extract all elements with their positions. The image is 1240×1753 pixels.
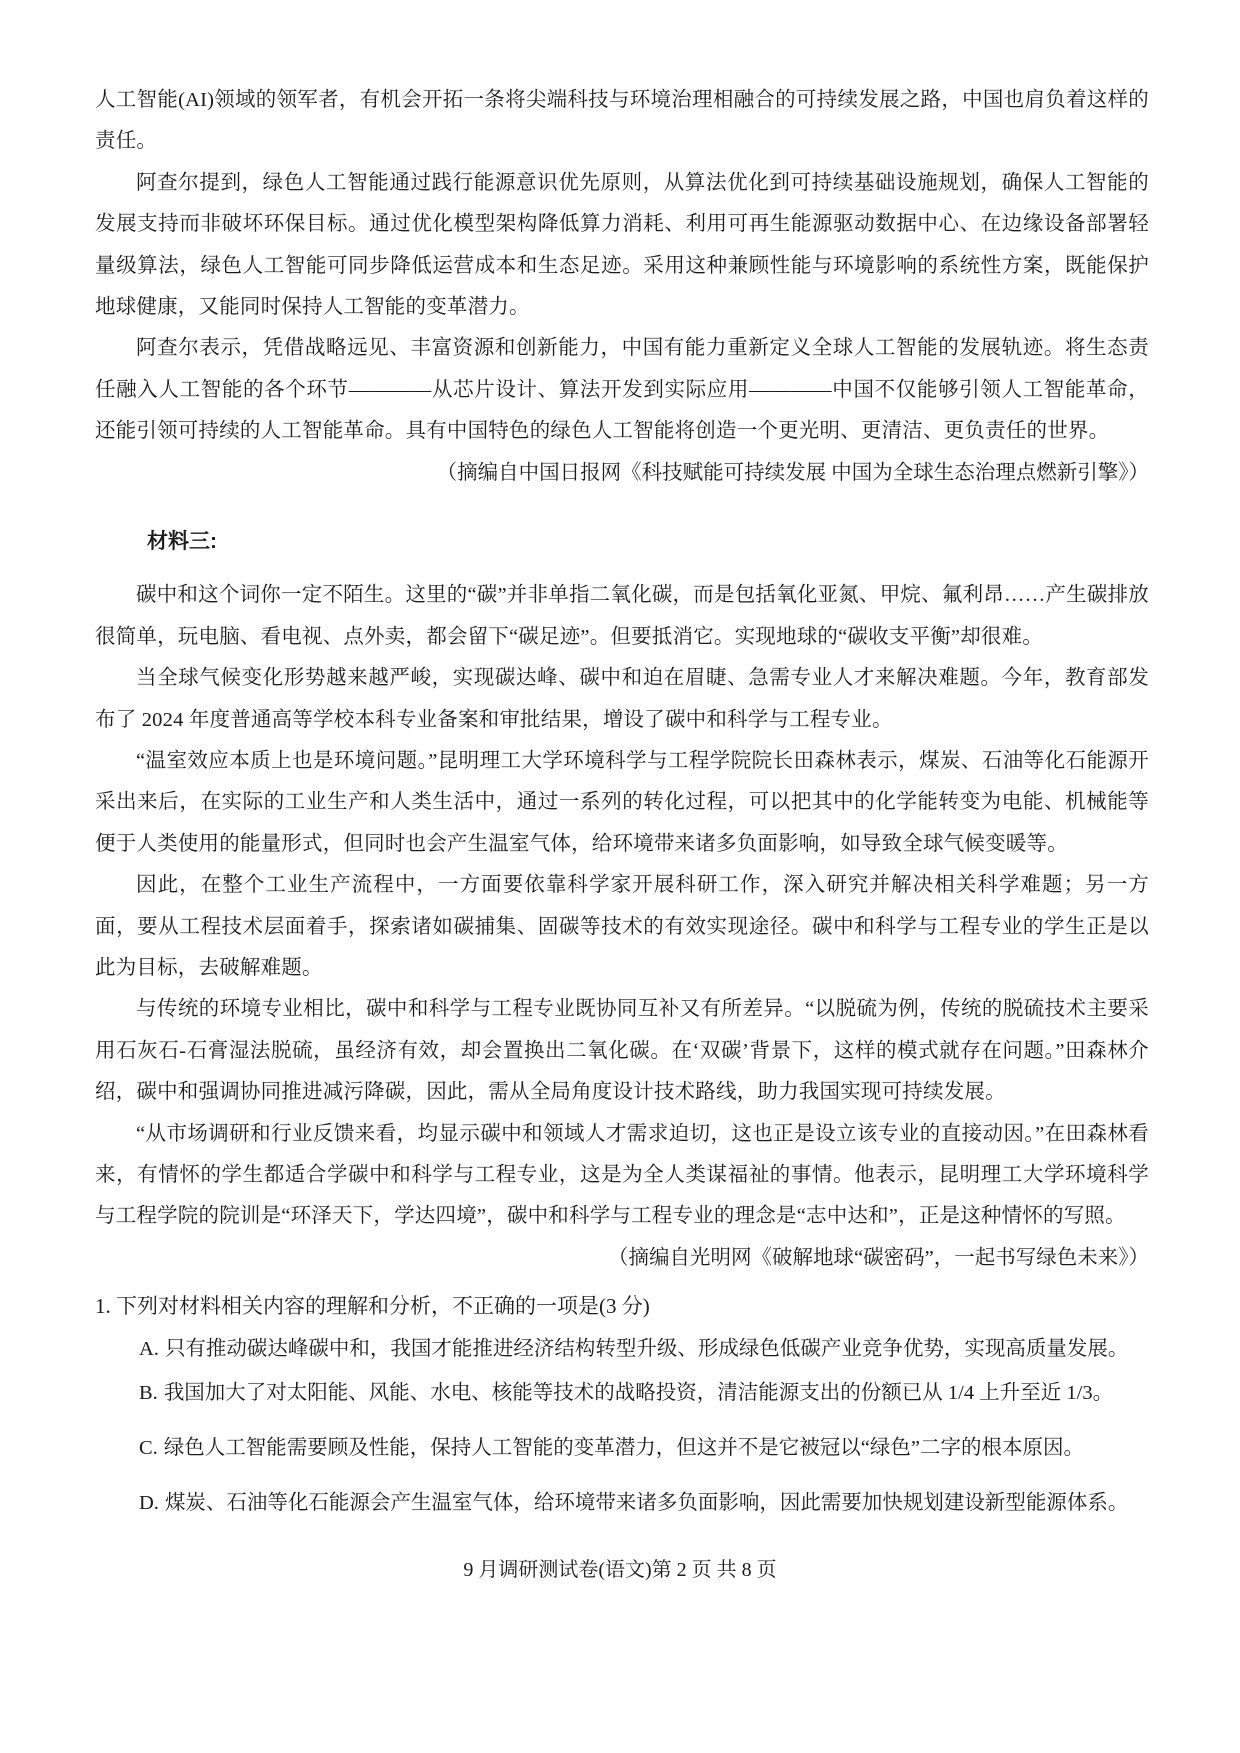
material3-paragraph-1: 碳中和这个词你一定不陌生。这里的“碳”并非单指二氧化碳，而是包括氧化亚氮、甲烷、氟利昂……产生碳排放很简单，玩电脑、看电视、点外卖，都会留下“碳足迹”。但要抵消它。实现地球的“碳收支平衡”却很难。: [95, 584, 1149, 648]
option-d-text: 煤炭、石油等化石能源会产生温室气体，给环境带来诸多负面影响，因此需要加快规划建设新型能源体系。: [164, 1492, 1129, 1515]
question-1-option-b: [139, 1373, 1149, 1414]
material3-source-citation: （摘编自光明网《破解地球“碳密码”，一起书写绿色未来》）: [608, 1246, 1149, 1269]
material3-paragraph-2: 当全球气候变化形势越来越严峻，实现碳达峰、碳中和迫在眉睫、急需专业人才来解决难题。今年，教育部发布了 2024 年度普通高等学校本科专业备案和审批结果，增设了碳中和科学与工程专业。: [95, 667, 1149, 731]
material2-paragraph-3: 阿查尔表示，凭借战略远见、丰富资源和创新能力，中国有能力重新定义全球人工智能的发展轨迹。将生态责任融入人工智能的各个环节————从芯片设计、算法开发到实际应用————中国不仅能够引领人工智能革命，还能引领可持续的人工智能革命。具有中国特色的绿色人工智能将创造一个更光明、更清洁、更负责任的世界。: [95, 337, 1149, 443]
material3-paragraph-4: 因此，在整个工业生产流程中，一方面要依靠科学家开展科研工作，深入研究并解决相关科学难题；另一方面，要从工程技术层面着手，探索诸如碳捕集、固碳等技术的有效实现途径。碳中和科学与工程专业的学生正是以此为目标，去破解难题。: [95, 874, 1149, 980]
question-1-option-d: [139, 1483, 1149, 1524]
option-b-label: B.: [139, 1381, 158, 1404]
question-1-stem: 1. 下列对材料相关内容的理解和分析，不正确的一项是(3 分): [95, 1294, 650, 1319]
option-a-label: A.: [139, 1338, 159, 1361]
option-d-label: D.: [139, 1492, 159, 1515]
material3-paragraph-3: “温室效应本质上也是环境问题。”昆明理工大学环境科学与工程学院院长田森林表示，煤炭、石油等化石能源开采出来后，在实际的工业生产和人类生活中，通过一系列的转化过程，可以把其中的化学能转变为电能、机械能等便于人类使用的能量形式，但同时也会产生温室气体，给环境带来诸多负面影响，如导致全球气候变暖等。: [95, 749, 1149, 855]
material3-paragraph-5: 与传统的环境专业相比，碳中和科学与工程专业既协同互补又有所差异。“以脱硫为例，传统的脱硫技术主要采用石灰石-石膏湿法脱硫，虽经济有效，却会置换出二氧化碳。在‘双碳’背景下，这样的模式就存在问题。”田森林介绍，碳中和强调协同推进减污降碳，因此，需从全局角度设计技术路线，助力我国实现可持续发展。: [95, 998, 1149, 1104]
option-a-text: 只有推动碳达峰碳中和，我国才能推进经济结构转型升级、形成绿色低碳产业竞争优势，实现高质量发展。: [164, 1338, 1129, 1361]
option-c-label: C.: [139, 1437, 158, 1460]
question-1-option-a: [139, 1329, 1149, 1370]
material2-source-citation: （摘编自中国日报网《科技赋能可持续发展 中国为全球生态治理点燃新引擎》）: [436, 461, 1149, 484]
material3-paragraph-6: “从市场调研和行业反馈来看，均显示碳中和领域人才需求迫切，这也正是设立该专业的直接动因。”在田森林看来，有情怀的学生都适合学碳中和科学与工程专业，这是为全人类谋福祉的事情。他表示，昆明理工大学环境科学与工程学院的院训是“环泽天下，学达四境”，碳中和科学与工程专业的理念是“志中达和”，正是这种情怀的写照。: [95, 1122, 1149, 1228]
material2-paragraph-2: 阿查尔提到，绿色人工智能通过践行能源意识优先原则，从算法优化到可持续基础设施规划，确保人工智能的发展支持而非破坏环保目标。通过优化模型架构降低算力消耗、利用可再生能源驱动数据中心、在边缘设备部署轻量级算法，绿色人工智能可同步降低运营成本和生态足迹。采用这种兼顾性能与环境影响的系统性方案，既能保护地球健康，又能同时保持人工智能的变革潜力。: [95, 171, 1149, 319]
question-1-option-c: [139, 1428, 1149, 1469]
page-content: [95, 80, 1149, 1525]
option-c-text: 绿色人工智能需要顾及性能，保持人工智能的变革潜力，但这并不是它被冠以“绿色”二字的根本原因。: [163, 1437, 1085, 1460]
option-b-text: 我国加大了对太阳能、风能、水电、核能等技术的战略投资，清洁能源支出的份额已从 1/4 上升至近 1/3。: [163, 1381, 1114, 1404]
material3-heading: 材料三:: [147, 530, 217, 554]
page-footer: 9 月调研测试卷(语文)第 2 页 共 8 页: [463, 1559, 777, 1581]
material2-continuation-paragraph: 人工智能(AI)领域的领军者，有机会开拓一条将尖端科技与环境治理相融合的可持续发展之路，中国也肩负着这样的责任。: [95, 89, 1149, 153]
